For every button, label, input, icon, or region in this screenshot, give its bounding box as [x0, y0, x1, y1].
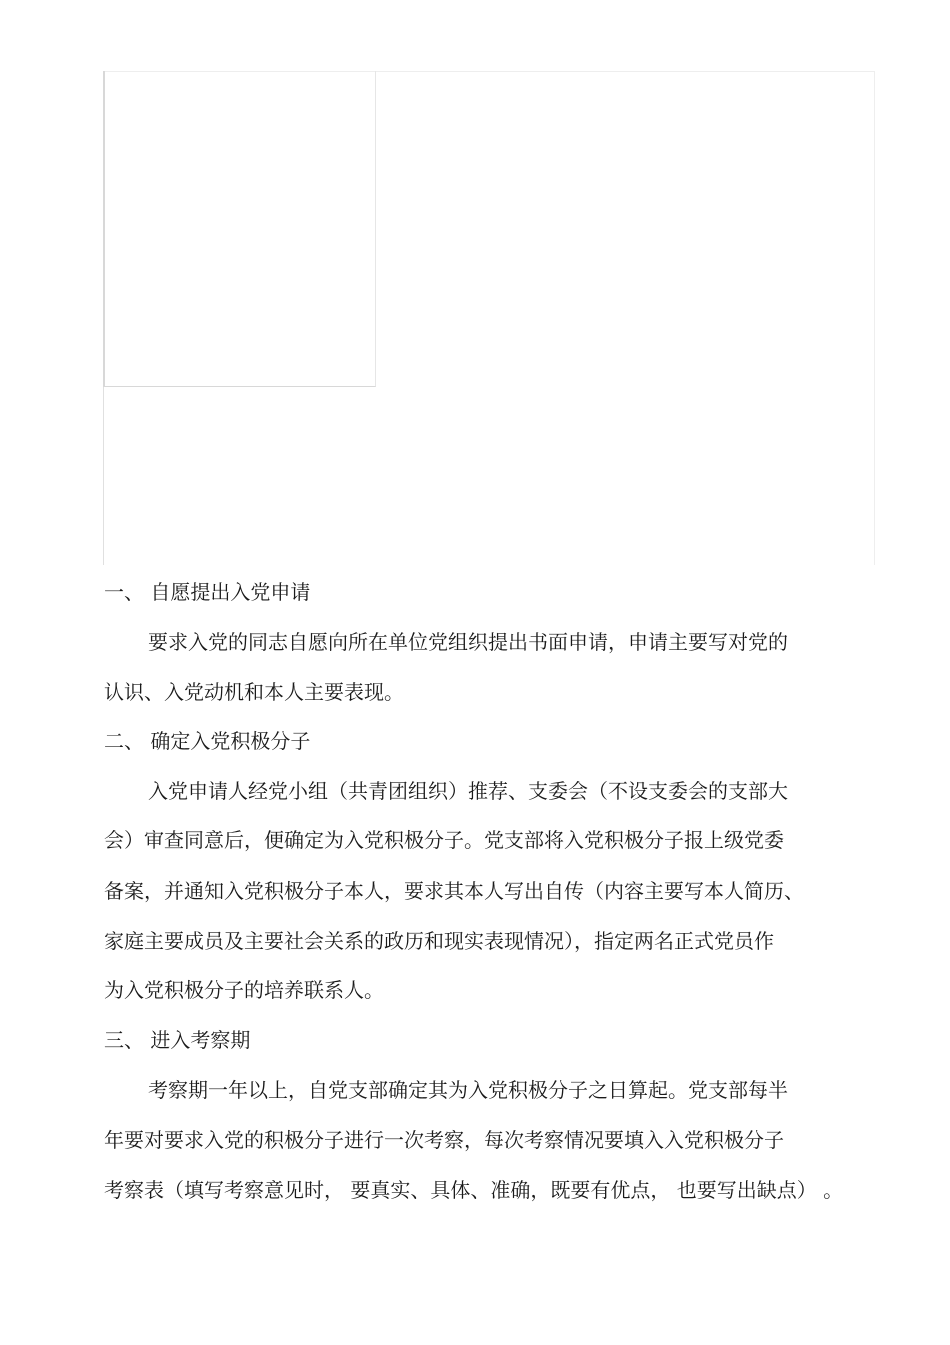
section-1-heading: 一、 自愿提出入党申请	[104, 580, 311, 604]
section-2-line-5: 为入党积极分子的培养联系人。	[104, 978, 384, 1002]
section-3-line-1: 考察期一年以上，自党支部确定其为入党积极分子之日算起。党支部每半	[148, 1078, 788, 1102]
section-3-line-3: 考察表（填写考察意见时， 要真实、具体、准确，既要有优点， 也要写出缺点） 。	[104, 1178, 844, 1202]
section-2-line-2: 会）审查同意后，便确定为入党积极分子。党支部将入党积极分子报上级党委	[104, 828, 784, 852]
section-3-line-2: 年要对要求入党的积极分子进行一次考察，每次考察情况要填入入党积极分子	[104, 1128, 784, 1152]
section-1-line-2: 认识、入党动机和本人主要表现。	[104, 680, 404, 704]
image-placeholder-inner	[103, 71, 376, 387]
section-2-line-1: 入党申请人经党小组（共青团组织）推荐、支委会（不设支委会的支部大	[148, 779, 788, 803]
section-3-heading: 三、 进入考察期	[104, 1028, 251, 1052]
section-2-line-3: 备案，并通知入党积极分子本人，要求其本人写出自传（内容主要写本人简历、	[104, 879, 804, 903]
section-2-heading: 二、 确定入党积极分子	[104, 729, 311, 753]
section-2-line-4: 家庭主要成员及主要社会关系的政历和现实表现情况），指定两名正式党员作	[104, 929, 774, 953]
section-1-line-1: 要求入党的同志自愿向所在单位党组织提出书面申请，申请主要写对党的	[148, 630, 788, 654]
